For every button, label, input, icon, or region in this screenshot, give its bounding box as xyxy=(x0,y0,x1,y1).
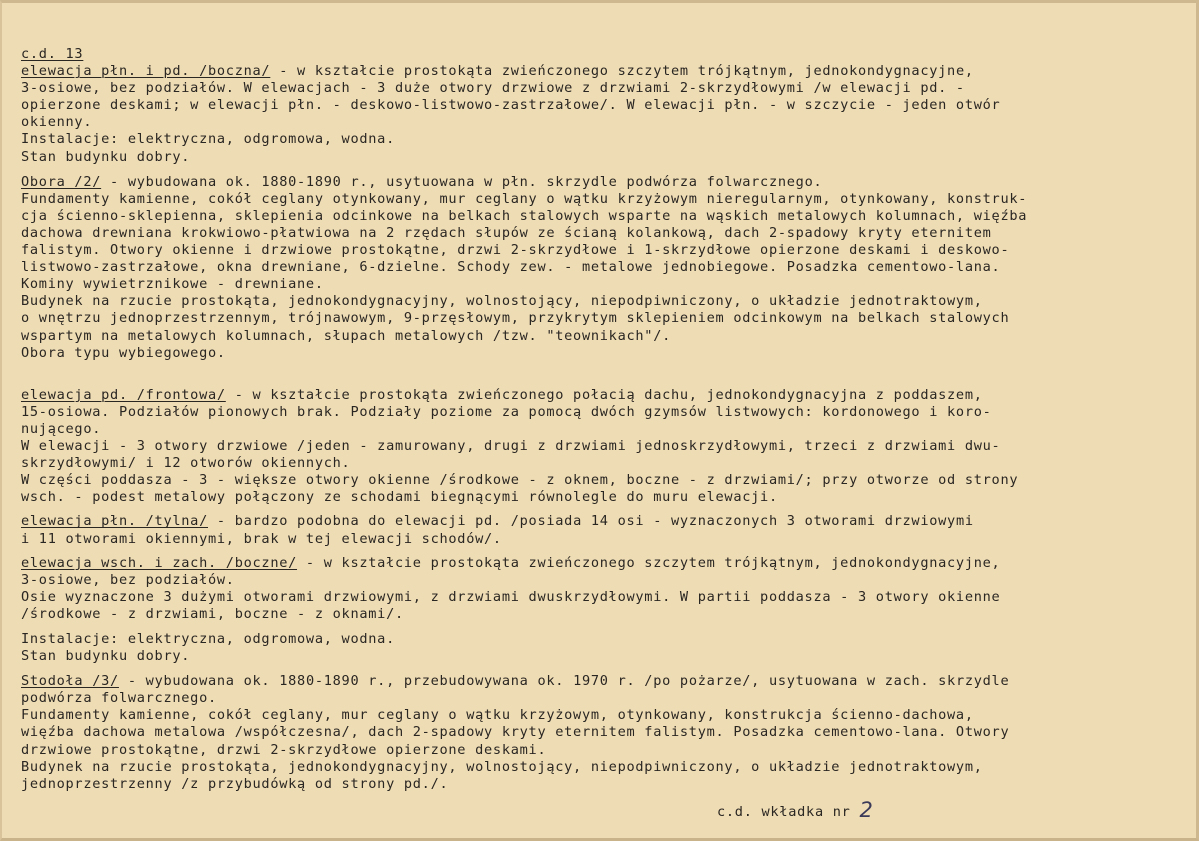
section-line: 3-osiowe, bez podziałów. xyxy=(21,571,235,588)
installations-line: Instalacje: elektryczna, odgromowa, wodna. xyxy=(21,631,395,647)
footer-typed-text: c.d. wkładka nr xyxy=(717,803,860,820)
section-line: podwórza folwarcznego. xyxy=(21,690,217,707)
section-line: elewacja pd. /frontowa/ - w kształcie prostokąta zwieńczonego połacią dachu, jednokondygnacyjna z poddaszem, xyxy=(21,386,983,403)
condition-line: Stan budynku dobry. xyxy=(21,648,191,665)
section-line: W elewacji - 3 otwory drzwiowe /jeden - zamurowany, drugi z drzwiami jednoskrzydłowymi, trzeci z drzwiami dwu- xyxy=(21,438,1001,455)
section-heading: elewacja płn. /tylna/ xyxy=(21,513,208,530)
section-line: wspartym na metalowych kolumnach, słupach metalowych /tzw. "teownikach"/. xyxy=(21,327,672,344)
section-heading: elewacja płn. i pd. /boczna/ xyxy=(21,63,271,80)
section-line: elewacja płn. i pd. /boczna/ - w kształcie prostokąta zwieńczonego szczytem trójkątnym, jednokondygnacyjne, xyxy=(21,63,974,80)
section-line: /środkowe - z drzwiami, boczne - z oknami/. xyxy=(21,605,404,622)
section-line: falistym. Otwory okienne i drzwiowe prostokątne, drzwi 2-skrzydłowe i 1-skrzydłowe opierzone deskami i deskowo- xyxy=(21,242,1010,259)
section-line: więźba dachowa metalowa /współczesna/, dach 2-spadowy kryty eternitem falistym. Posadzka cementowo-lana. Otwory xyxy=(21,724,1010,741)
section-line: drzwiowe prostokątne, drzwi 2-skrzydłowe opierzone deskami. xyxy=(21,741,547,758)
section-line: elewacja płn. /tylna/ - bardzo podobna do elewacji pd. /posiada 14 osi - wyznaczonych 3 otworami drzwiowymi xyxy=(21,513,974,530)
section-line: Osie wyznaczone 3 dużymi otworami drzwiowymi, z drzwiami dwuskrzydłowymi. W partii poddasza - 3 otwory okienne xyxy=(21,588,1001,605)
section-line: Stodoła /3/ - wybudowana ok. 1880-1890 r., przebudowywana ok. 1970 r. /po pożarze/, usytuowana w zach. skrzydle xyxy=(21,673,1010,690)
section-line: cja ścienno-sklepienna, sklepienia odcinkowe na belkach stalowych wsparte na wąskich metalowych kolumnach, więźba xyxy=(21,207,1028,224)
section-heading: elewacja wsch. i zach. /boczne/ xyxy=(21,554,298,571)
section-line: dachowa drewniana krokwiowo-płatwiowa na 2 rzędach słupów ze ścianą kolankową, dach 2-spadowy kryty eternitem xyxy=(21,224,992,241)
section-line: jednoprzestrzenny /z przybudówką od strony pd./. xyxy=(21,775,449,792)
section-line: wsch. - podest metalowy połączony ze schodami biegnącymi równolegle do muru elewacji. xyxy=(21,489,778,506)
section-line: i 11 otworami okiennymi, brak w tej elewacji schodów/. xyxy=(21,530,502,547)
continuation-footer xyxy=(21,797,1186,822)
section-heading: Obora /2/ xyxy=(21,173,102,190)
section-line: Fundamenty kamienne, cokół ceglany, mur ceglany o wątku krzyżowym, otynkowany, konstrukcja ścienno-dachowa, xyxy=(21,707,974,724)
condition-line: Stan budynku dobry. xyxy=(21,148,191,165)
section-line: okienny. xyxy=(21,114,93,131)
section-line: Kominy wywietrznikowe - drewniane. xyxy=(21,276,324,293)
continuation-header: c.d. 13 xyxy=(21,46,84,62)
section-heading: Stodoła /3/ xyxy=(21,673,119,690)
section-line: skrzydłowymi/ i 12 otworów okiennych. xyxy=(21,455,351,472)
handwritten-number: 2 xyxy=(859,797,873,822)
section-line: opierzone deskami; w elewacji płn. - deskowo-listwowo-zastrzałowe/. W elewacji płn. - w szczycie - jeden otwór xyxy=(21,97,1001,114)
section-line: W części poddasza - 3 - większe otwory okienne /środkowe - z oknem, boczne - z drzwiami/; przy otworze od strony xyxy=(21,472,1019,489)
section-line: elewacja wsch. i zach. /boczne/ - w kształcie prostokąta zwieńczonego szczytem trójkątnym, jednokondygnacyjne, xyxy=(21,554,1001,571)
section-line: nującego. xyxy=(21,420,102,437)
section-line: listwowo-zastrzałowe, okna drewniane, 6-dzielne. Schody zew. - metalowe jednobiegowe. Posadzka cementowo-lana. xyxy=(21,259,1001,276)
document-body xyxy=(21,46,1186,822)
section-line: Obora typu wybiegowego. xyxy=(21,344,226,361)
section-line: 3-osiowe, bez podziałów. W elewacjach - 3 duże otwory drzwiowe z drzwiami 2-skrzydłowymi /w elewacji pd. - xyxy=(21,80,965,97)
section-line: 15-osiowa. Podziałów pionowych brak. Podziały poziome za pomocą dwóch gzymsów listwowych: kordonowego i koro- xyxy=(21,403,992,420)
section-line: Obora /2/ - wybudowana ok. 1880-1890 r., usytuowana w płn. skrzydle podwórza folwarcznego. xyxy=(21,173,823,190)
section-line xyxy=(21,362,1186,379)
installations-line: Instalacje: elektryczna, odgromowa, wodna. xyxy=(21,131,395,148)
section-line: Fundamenty kamienne, cokół ceglany otynkowany, mur ceglany o wątku krzyżowym nieregularnym, otynkowany, konstruk- xyxy=(21,190,1028,207)
section-line: Budynek na rzucie prostokąta, jednokondygnacyjny, wolnostojący, niepodpiwniczony, o układzie jednotraktowym, xyxy=(21,758,983,775)
section-line: Budynek na rzucie prostokąta, jednokondygnacyjny, wolnostojący, niepodpiwniczony, o układzie jednotraktowym, xyxy=(21,293,983,310)
section-heading: elewacja pd. /frontowa/ xyxy=(21,386,226,403)
section-line: o wnętrzu jednoprzestrzennym, trójnawowym, 9-przęsłowym, przykrytym sklepieniem odcinkowym na belkach stalowych xyxy=(21,310,1010,327)
